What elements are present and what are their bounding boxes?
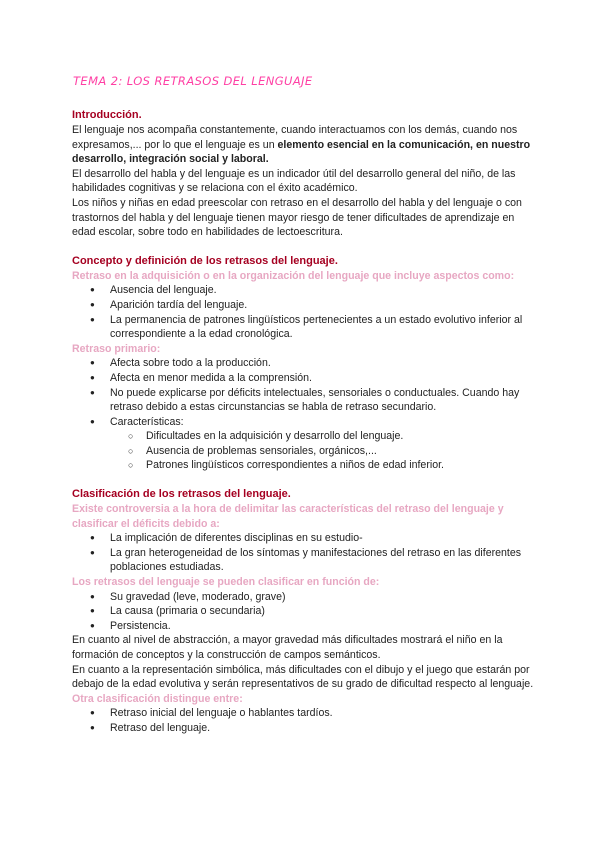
concepto-subheading-2: Retraso primario: <box>72 342 161 355</box>
list-item: ● Aparición tardía del lenguaje. <box>110 298 534 313</box>
clasificacion-paragraph-1: En cuanto al nivel de abstracción, a mayor gravedad más dificultades mostrará el niño en la formación de conceptos y la construcción de campos semánticos. <box>72 634 503 661</box>
concepto-list-2 <box>72 356 534 473</box>
list-item: ● Afecta en menor medida a la comprensión. <box>110 371 534 386</box>
list-item <box>110 415 534 473</box>
list-item: ● No puede explicarse por déficits intelectuales, sensoriales o conductuales. Cuando hay retraso debido a estas circunstancias se habla de retraso secundario. <box>110 386 534 415</box>
list-item-label: Características: <box>110 415 184 428</box>
list-item: ● Retraso del lenguaje. <box>110 721 534 736</box>
sublist-item: ○ Dificultades en la adquisición y desarrollo del lenguaje. <box>146 429 534 444</box>
intro-paragraph-3: Los niños y niñas en edad preescolar con retraso en el desarrollo del habla y del lenguaje o con trastornos del habla y del lenguaje tienen mayor riesgo de tener dificultades de aprendizaje en edad escolar, sobre todo en habilidades de lectoescritura. <box>72 196 522 239</box>
clasificacion-paragraph-2: En cuanto a la representación simbólica, más dificultades con el dibujo y el juego que estarán por debajo de la edad evolutiva y serán representativos de su grado de dificultad respecto al lenguaje. <box>72 663 534 691</box>
list-item: ● Ausencia del lenguaje. <box>110 283 534 298</box>
list-item: ● Su gravedad (leve, moderado, grave) <box>110 590 534 605</box>
clasificacion-list-3 <box>72 706 534 735</box>
list-item: ● Afecta sobre todo a la producción. <box>110 356 534 371</box>
concepto-heading: Concepto y definición de los retrasos del lenguaje. <box>72 254 338 267</box>
list-item: ● La gran heterogeneidad de los síntomas y manifestaciones del retraso en las diferentes poblaciones estudiadas. <box>110 546 534 575</box>
list-item: ● La permanencia de patrones lingüísticos pertenecientes a un estado evolutivo inferior al correspondiente a la edad cronológica. <box>110 313 534 342</box>
concepto-list-1 <box>72 283 534 341</box>
concepto-subheading-1: Retraso en la adquisición o en la organización del lenguaje que incluye aspectos como: <box>72 269 515 282</box>
caracteristicas-sublist <box>110 429 534 473</box>
list-item: ● Retraso inicial del lenguaje o hablantes tardíos. <box>110 706 534 721</box>
clasificacion-subheading-3: Otra clasificación distingue entre: <box>72 692 243 705</box>
list-item: ● Persistencia. <box>110 619 534 634</box>
clasificacion-subheading-2: Los retrasos del lenguaje se pueden clasificar en función de: <box>72 576 380 589</box>
intro-p1-bold: elemento esencial en la comunicación, en nuestro desarrollo, integración social y laboral. <box>72 138 531 166</box>
list-item: ● La causa (primaria o secundaria) <box>110 604 534 619</box>
sublist-item: ○ Patrones lingüísticos correspondientes a niños de edad inferior. <box>146 458 534 473</box>
document-title: TEMA 2: LOS RETRASOS DEL LENGUAJE <box>73 74 313 88</box>
clasificacion-list-1 <box>72 531 534 575</box>
clasificacion-heading: Clasificación de los retrasos del lenguaje. <box>72 488 291 501</box>
clasificacion-subheading-1: Existe controversia a la hora de delimitar las características del retraso del lenguaje y clasificar el déficits debido a: <box>72 503 504 530</box>
clasificacion-list-2 <box>72 590 534 634</box>
list-item: ● La implicación de diferentes disciplinas en su estudio- <box>110 531 534 546</box>
sublist-item: ○ Ausencia de problemas sensoriales, orgánicos,... <box>146 444 534 459</box>
intro-p1-text: El lenguaje nos acompaña constantemente, cuando interactuamos con los demás, cuando nos expresamos,... por lo que el lenguaje es un <box>72 124 518 151</box>
document-body <box>72 108 534 736</box>
intro-paragraph-1 <box>72 123 534 167</box>
intro-heading: Introducción. <box>72 109 142 121</box>
intro-paragraph-2: El desarrollo del habla y del lenguaje es un indicador útil del desarrollo general del niño, de las habilidades cognitivas y se relaciona con el éxito académico. <box>72 167 516 195</box>
